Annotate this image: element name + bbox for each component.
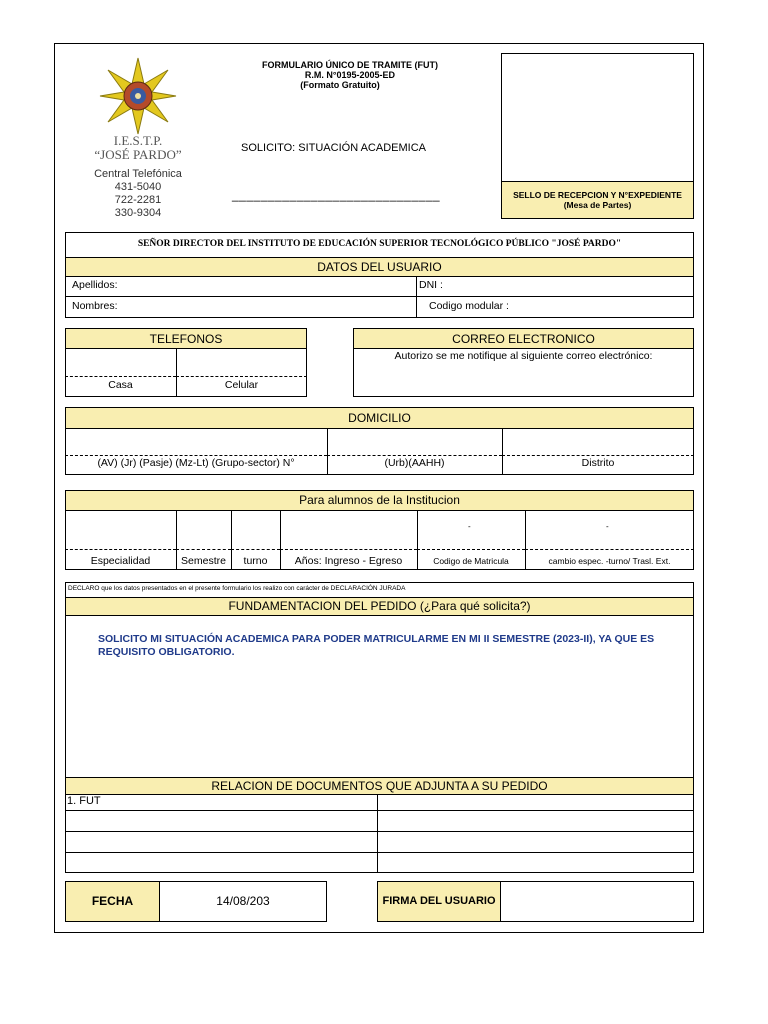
declaration: DECLARO que los datos presentados en el presente formulario los realizo con carácter de DECLARACIÓN JURADA [65, 582, 694, 598]
documents-header: RELACION DE DOCUMENTOS QUE ADJUNTA A SU PEDIDO [65, 777, 694, 795]
user-row-1 [65, 276, 694, 297]
signature-field[interactable] [500, 881, 694, 922]
names-label[interactable]: Nombres: [72, 300, 118, 312]
dni-label[interactable]: DNI : [419, 279, 443, 291]
students-header: Para alumnos de la Institucion [65, 490, 694, 511]
enrollment-code-mark: - [468, 522, 471, 531]
specialty-label: Especialidad [90, 555, 151, 567]
address-district-line[interactable] [502, 444, 694, 456]
enrollment-code-label: Codigo de Matricula [433, 556, 509, 566]
documents-row-line-1 [65, 810, 694, 811]
surname-label[interactable]: Apellidos: [72, 279, 118, 291]
documents-table [65, 794, 694, 873]
grounds-header: FUNDAMENTACION DEL PEDIDO (¿Para qué solicita?) [65, 597, 694, 616]
students-line-3[interactable] [231, 538, 280, 550]
grounds-text: SOLICITO MI SITUACIÓN ACADEMICA PARA PODER MATRICULARME EN MI II SEMESTRE (2023-II), YA QUE ES REQUISITO OBLIGATORIO. [98, 633, 655, 658]
students-line-4[interactable] [280, 538, 417, 550]
documents-row-line-2 [65, 831, 694, 832]
years-label: Años: Ingreso - Egreso [294, 555, 403, 567]
form-free: (Formato Gratuito) [300, 80, 380, 90]
students-line-2[interactable] [176, 538, 231, 550]
phone-center: Central Telefónica 431-5040 722-2281 330-9304 [94, 168, 182, 219]
date-value[interactable]: 14/08/203 [159, 881, 327, 922]
user-row-2 [65, 296, 694, 318]
document-item[interactable]: 1. FUT [67, 795, 101, 807]
transfer-mark: - [606, 522, 609, 531]
user-data-header: DATOS DEL USUARIO [65, 257, 694, 277]
students-line-6[interactable] [525, 538, 694, 550]
request-subject: SOLICITO: SITUACIÓN ACADEMICA [241, 142, 426, 154]
addressee: SEÑOR DIRECTOR DEL INSTITUTO DE EDUCACIÓN SUPERIOR TECNOLÓGICO PÚBLICO "JOSÉ PARDO" [65, 232, 694, 258]
address-street-label: (AV) (Jr) (Pasje) (Mz-Lt) (Grupo-sector) N° [97, 457, 295, 469]
user-divider-1 [416, 276, 417, 297]
address-urb-line[interactable] [327, 444, 502, 456]
institution-seal-icon [90, 56, 186, 136]
institution-logo [90, 56, 186, 136]
email-consent-text: Autorizo se me notifique al siguiente correo electrónico: [394, 350, 653, 362]
form-rm: R.M. N°0195-2005-ED [304, 70, 396, 80]
phones-header: TELEFONOS [65, 328, 307, 349]
address-street-line[interactable] [65, 444, 327, 456]
address-district-label: Distrito [581, 457, 615, 469]
shift-label: turno [243, 555, 268, 567]
phone-home-label: Casa [108, 379, 133, 391]
transfer-label: cambio espec. -turno/ Trasl. Ext. [548, 556, 671, 566]
phone-cell-label: Celular [224, 379, 259, 391]
address-urb-label: (Urb)(AAHH) [384, 457, 445, 469]
documents-row-line-3 [65, 852, 694, 853]
form-title: FORMULARIO ÚNICO DE TRAMITE (FUT) [262, 60, 438, 70]
email-header: CORREO ELECTRONICO [353, 328, 694, 349]
modular-code-label[interactable]: Codigo modular : [429, 300, 509, 312]
documents-divider [377, 794, 378, 873]
phone-home-line[interactable] [65, 365, 176, 377]
user-divider-2 [416, 296, 417, 318]
students-line-1[interactable] [65, 538, 176, 550]
date-label: FECHA [65, 881, 160, 922]
stamp-label: SELLO DE RECEPCION Y N°EXPEDIENTE (Mesa de Partes) [501, 181, 694, 219]
logo-name: I.E.S.T.P. “JOSÉ PARDO” [94, 133, 182, 162]
signature-dashes: _____________________________ [232, 188, 441, 202]
address-header: DOMICILIO [65, 407, 694, 429]
students-line-5[interactable] [417, 538, 525, 550]
form-title-block [240, 60, 460, 90]
semester-label: Semestre [181, 555, 226, 567]
signature-label: FIRMA DEL USUARIO [377, 881, 501, 922]
phone-cell-line[interactable] [176, 365, 307, 377]
